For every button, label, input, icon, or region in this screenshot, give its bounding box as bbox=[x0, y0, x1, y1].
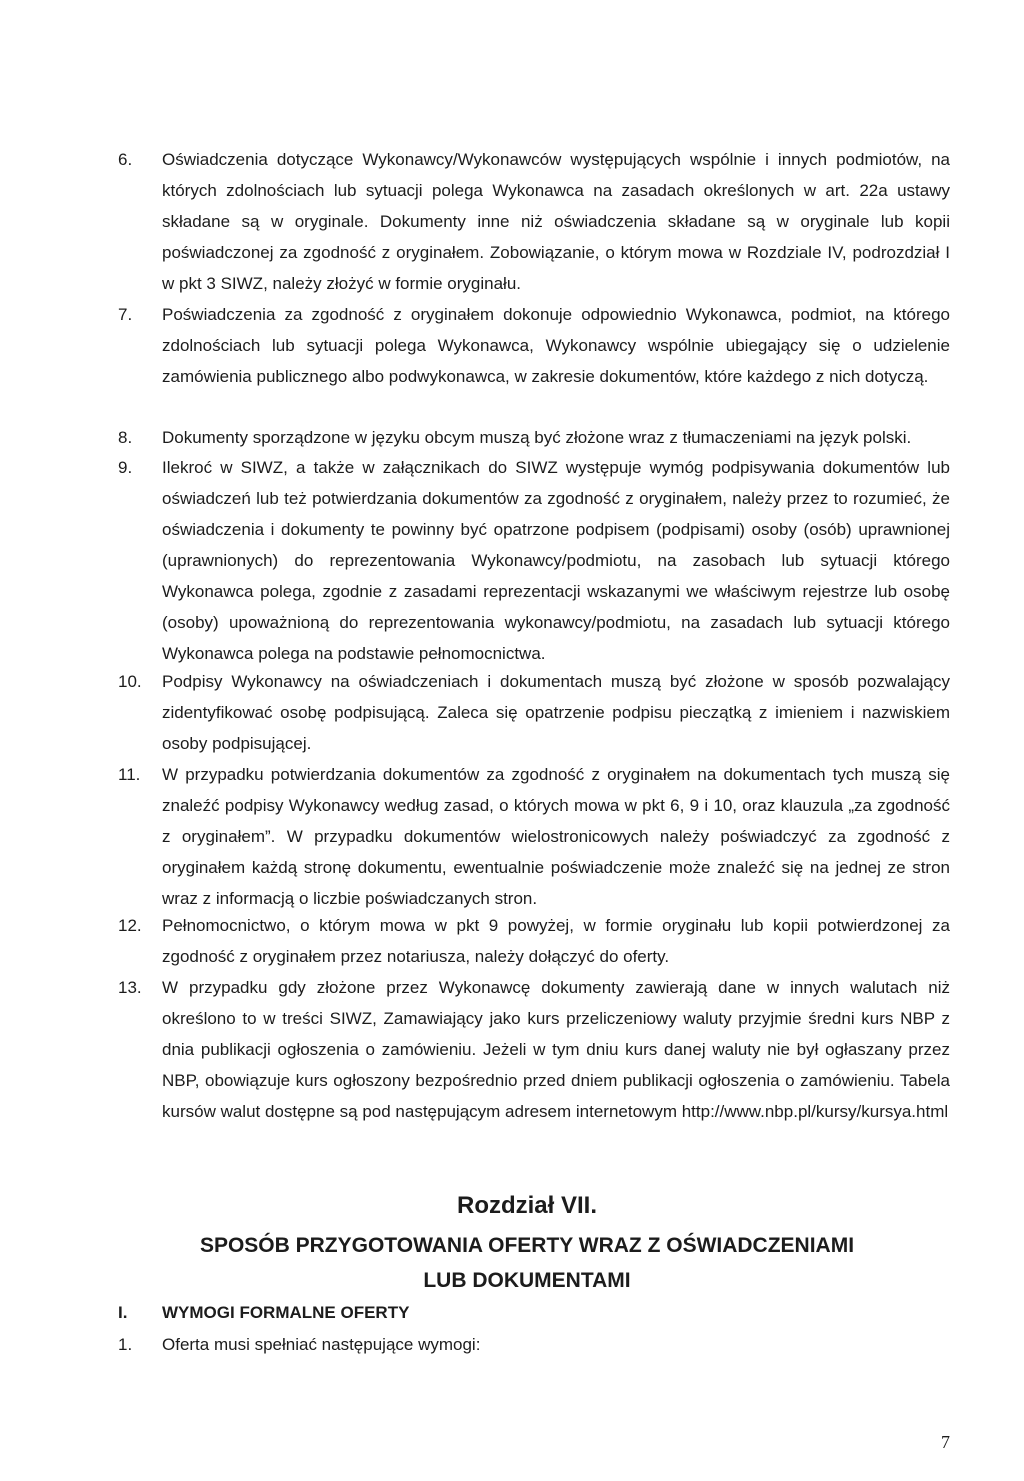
list-item-12 bbox=[118, 910, 950, 972]
subsection-item bbox=[118, 1330, 480, 1360]
item-text: Oświadczenia dotyczące Wykonawcy/Wykonawców występujących wspólnie i innych podmiotów, na których zdolnościach lub sytuacji polega Wykonawca na zasadach określonych w art. 22a ustawy składane są w oryginale. Dokumenty inne niż oświadczenia składane są w oryginale lub kopii poświadczonej za zgodność z oryginałem. Zobowiązanie, o którym mowa w Rozdziale IV, podrozdział I w pkt 3 SIWZ, należy złożyć w formie oryginału. bbox=[162, 150, 950, 293]
chapter-subtitle-line2: LUB DOKUMENTAMI bbox=[423, 1269, 631, 1292]
list-item-6 bbox=[118, 144, 950, 299]
item-text: Dokumenty sporządzone w języku obcym muszą być złożone wraz z tłumaczeniami na język polski. bbox=[162, 428, 912, 447]
item-number: 7. bbox=[118, 305, 133, 324]
item-number: 8. bbox=[118, 428, 133, 447]
item-number: 11. bbox=[118, 765, 141, 784]
section-heading bbox=[118, 1298, 409, 1328]
item-text: Ilekroć w SIWZ, a także w załącznikach do SIWZ występuje wymóg podpisywania dokumentów lub oświadczeń lub też potwierdzania dokumentów za zgodność z oryginałem, należy przez to rozumieć, że oświadczenia i dokumenty te powinny być opatrzone podpisem (podpisami) osoby (osób) uprawnionej (uprawnionych) do reprezentowania Wykonawcy/podmiotu, na zasobach lub sytuacji którego Wykonawca polega, zgodnie z zasadami reprezentacji wskazanymi we właściwym rejestrze lub osobę (osoby) upoważnioną do reprezentowania wykonawcy/podmiotu, na zasadach lub sytuacji którego Wykonawca polega na podstawie pełnomocnictwa. bbox=[162, 458, 950, 663]
item-number: 6. bbox=[118, 150, 133, 169]
list-item-9 bbox=[118, 452, 950, 669]
section-number: I. bbox=[118, 1303, 128, 1322]
list-item-8 bbox=[118, 422, 950, 453]
item-number: 12. bbox=[118, 916, 142, 935]
section-title: WYMOGI FORMALNE OFERTY bbox=[162, 1303, 410, 1322]
list-item-13 bbox=[118, 972, 950, 1127]
item-number: 13. bbox=[118, 978, 142, 997]
item-text: Poświadczenia za zgodność z oryginałem dokonuje odpowiednio Wykonawca, podmiot, na którego zdolnościach lub sytuacji polega Wykonawca, Wykonawcy wspólnie ubiegający się o udzielenie zamówienia publicznego albo podwykonawca, w zakresie dokumentów, które każdego z nich dotyczą. bbox=[162, 305, 950, 386]
list-item-7 bbox=[118, 299, 950, 392]
chapter-subtitle-line1: SPOSÓB PRZYGOTOWANIA OFERTY WRAZ Z OŚWIADCZENIAMI bbox=[199, 1234, 855, 1257]
subitem-text: Oferta musi spełniać następujące wymogi: bbox=[162, 1335, 481, 1354]
subitem-number: 1. bbox=[118, 1335, 133, 1354]
item-text: Podpisy Wykonawcy na oświadczeniach i dokumentach muszą być złożone w sposób pozwalający zidentyfikować osobę podpisującą. Zaleca się opatrzenie podpisu pieczątką z imieniem i nazwiskiem osoby podpisującej. bbox=[162, 672, 950, 753]
item-text: Pełnomocnictwo, o którym mowa w pkt 9 powyżej, w formie oryginału lub kopii potwierdzonej za zgodność z oryginałem przez notariusza, należy dołączyć do oferty. bbox=[162, 916, 950, 966]
list-item-10 bbox=[118, 666, 950, 759]
chapter-title: Rozdział VII. bbox=[456, 1192, 597, 1219]
item-text: W przypadku potwierdzania dokumentów za zgodność z oryginałem na dokumentach tych muszą się znaleźć podpisy Wykonawcy według zasad, o których mowa w pkt 6, 9 i 10, oraz klauzula „za zgodność z oryginałem”. W przypadku dokumentów wielostronicowych należy poświadczyć za zgodność z oryginałem każdą stronę dokumentu, ewentualnie poświadczenie może znaleźć się na jednej ze stron wraz z informacją o liczbie poświadczanych stron. bbox=[162, 765, 950, 908]
item-number: 9. bbox=[118, 458, 133, 477]
page-number: 7 bbox=[941, 1432, 950, 1452]
item-text: W przypadku gdy złożone przez Wykonawcę dokumenty zawierają dane w innych walutach niż określono to w treści SIWZ, Zamawiający jako kurs przeliczeniowy waluty przyjmie średni kurs NBP z dnia publikacji ogłoszenia o zamówieniu. Jeżeli w tym dniu kurs danej waluty nie był ogłaszany przez NBP, obowiązuje kurs ogłoszony bezpośrednio przed dniem publikacji ogłoszenia o zamówieniu. Tabela kursów walut dostępne są pod następującym adresem internetowym http://www.nbp.pl/kursy/kursya.html bbox=[162, 978, 950, 1121]
list-item-11 bbox=[118, 759, 950, 914]
item-number: 10. bbox=[118, 672, 142, 691]
